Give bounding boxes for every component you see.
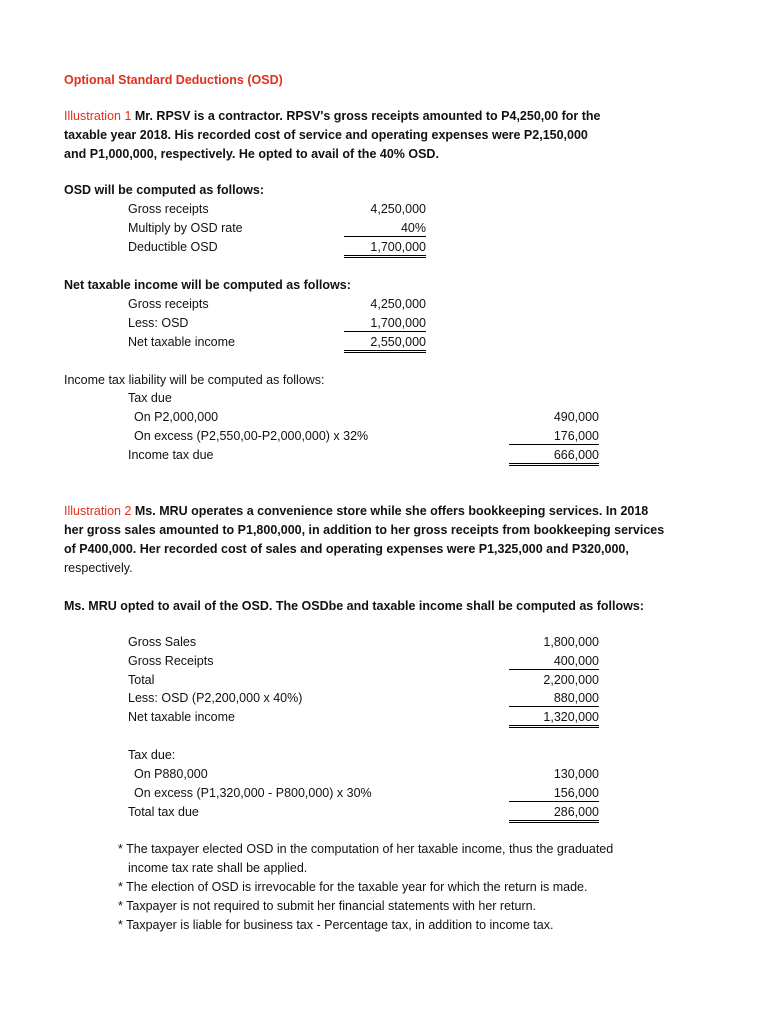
illustration-2-label: Illustration 2 [64,504,132,518]
itl-heading: Income tax liability will be computed as follows: [64,373,325,387]
illustration-1-text-1: Mr. RPSV is a contractor. RPSV's gross receipts amounted to P4,250,00 for the [131,109,601,123]
note-line: * Taxpayer is liable for business tax - Percentage tax, in addition to income tax. [118,918,554,932]
nti-row-value: 2,550,000 [344,334,426,353]
comp2-row-label: Less: OSD (P2,200,000 x 40%) [128,691,303,705]
illustration-2-line-3: of P400,000. Her recorded cost of sales and operating expenses were P1,325,000 and P320,000, [64,542,629,556]
itl-row-value: 176,000 [509,428,599,445]
comp2-row-label: Net taxable income [128,710,236,724]
osd-heading: OSD will be computed as follows: [64,183,265,197]
page-title: Optional Standard Deductions (OSD) [64,73,283,87]
tax2-row-value: 156,000 [509,785,599,802]
note-line: * Taxpayer is not required to submit her financial statements with her return. [118,899,537,913]
itl-row-value: 666,000 [509,447,599,466]
itl-row-label: On excess (P2,550,00-P2,000,000) x 32% [134,429,369,443]
nti-row-value: 1,700,000 [344,315,426,332]
tax2-row-label: Total tax due [128,805,199,819]
comp2-row-label: Total [128,673,155,687]
osd-row-label: Deductible OSD [128,240,218,254]
illustration-1-line-3: and P1,000,000, respectively. He opted to avail of the 40% OSD. [64,147,439,161]
tax2-row-value: 130,000 [553,767,599,781]
itl-subheading: Tax due [128,391,172,405]
osd-row-value: 1,700,000 [344,239,426,258]
comp2-row-value: 1,320,000 [509,709,599,728]
nti-row-label: Less: OSD [128,316,189,330]
osd-row-label: Multiply by OSD rate [128,221,243,235]
comp2-row-value: 880,000 [509,690,599,707]
illustration-2-line-2: her gross sales amounted to P1,800,000, in addition to her gross receipts from bookkeeping services [64,523,665,537]
note-line: income tax rate shall be applied. [128,861,308,875]
illustration-1-label: Illustration 1 [64,109,132,123]
tax2-row-value: 286,000 [509,804,599,823]
itl-row-value: 490,000 [553,410,599,424]
note-line: * The election of OSD is irrevocable for the taxable year for which the return is made. [118,880,588,894]
comp2-row-label: Gross Sales [128,635,197,649]
itl-row-label: On P2,000,000 [134,410,219,424]
osd-row-label: Gross receipts [128,202,209,216]
nti-row-value: 4,250,000 [370,297,426,311]
note-line: * The taxpayer elected OSD in the computation of her taxable income, thus the graduated [118,842,614,856]
illustration-2-text-1: Ms. MRU operates a convenience store while she offers bookkeeping services. In 2018 [131,504,649,518]
illustration-1-line-1 [64,108,601,124]
illustration-2-line-4: respectively. [64,561,133,575]
osd-row-value: 40% [344,220,426,237]
comp2-row-label: Gross Receipts [128,654,214,668]
illustration-2-line-1 [64,503,648,519]
illustration-1-line-2: taxable year 2018. His recorded cost of service and operating expenses were P2,150,000 [64,128,588,142]
tax2-heading: Tax due: [128,748,176,762]
nti-row-label: Gross receipts [128,297,209,311]
nti-heading: Net taxable income will be computed as follows: [64,278,351,292]
comp2-row-value: 400,000 [509,653,599,670]
osd-row-value: 4,250,000 [370,202,426,216]
nti-row-label: Net taxable income [128,335,236,349]
tax2-row-label: On P880,000 [134,767,208,781]
illustration-2-intro: Ms. MRU opted to avail of the OSD. The OSDbe and taxable income shall be computed as follows: [64,599,644,613]
itl-row-label: Income tax due [128,448,214,462]
tax2-row-label: On excess (P1,320,000 - P800,000) x 30% [134,786,372,800]
comp2-row-value: 1,800,000 [543,635,599,649]
comp2-row-value: 2,200,000 [543,673,599,687]
